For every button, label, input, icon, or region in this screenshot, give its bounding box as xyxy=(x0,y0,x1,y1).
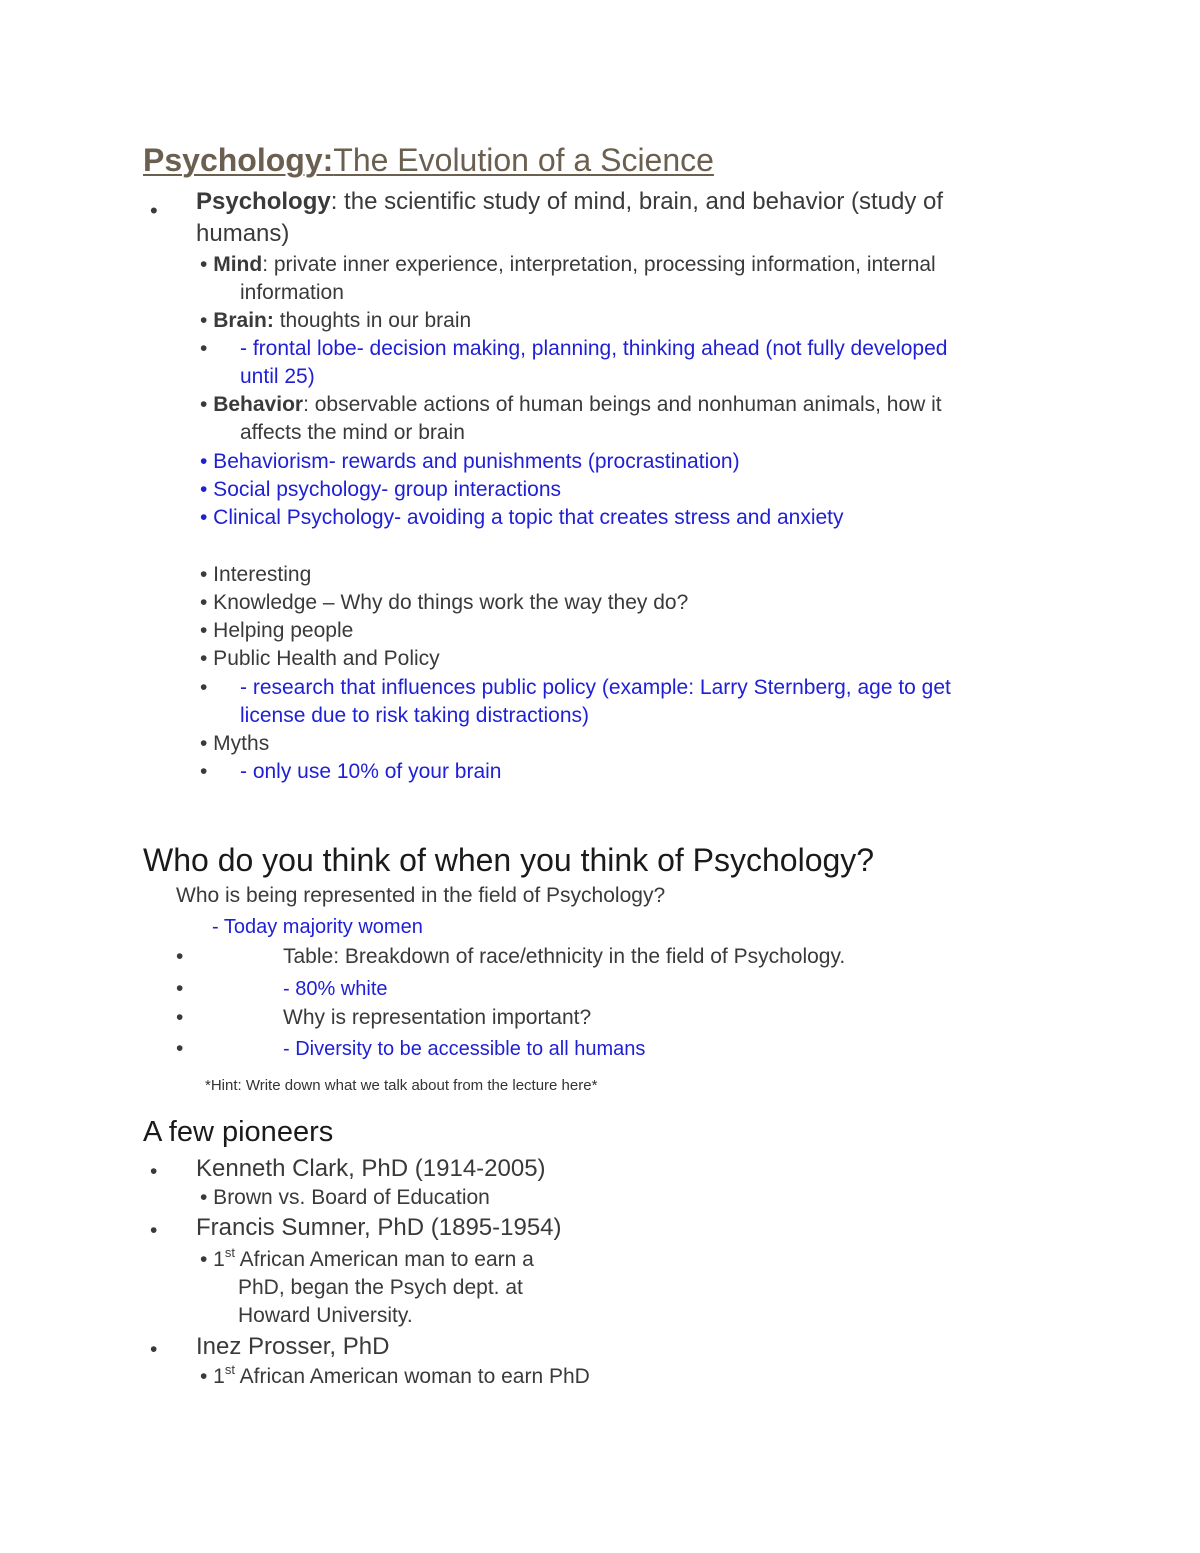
francis-sumner-note xyxy=(200,1245,534,1272)
bullet: • xyxy=(150,198,158,223)
inez-prosser-note-bullet: • 1 xyxy=(200,1365,225,1388)
frontal-lobe-note: - frontal lobe- decision making, planning, thinking ahead (not fully developed xyxy=(240,337,948,360)
behavior-text-cont: affects the mind or brain xyxy=(240,421,465,444)
psychology-definition-line2: humans) xyxy=(196,220,290,247)
ordinal-suffix: st xyxy=(224,1245,235,1260)
bullet: • xyxy=(200,309,208,332)
page-title xyxy=(143,142,714,179)
bullet: • xyxy=(176,977,184,1000)
bullet: • xyxy=(176,1037,184,1060)
clinical-psychology-note: • Clinical Psychology- avoiding a topic that creates stress and anxiety xyxy=(200,506,844,529)
majority-women-note: - Today majority women xyxy=(212,916,423,938)
bullet: • xyxy=(176,945,184,968)
francis-sumner-note-bullet: • 1 xyxy=(200,1248,225,1271)
bullet: • xyxy=(200,676,208,699)
behavior-point xyxy=(200,393,942,417)
title-bold-part: Psychology: xyxy=(143,142,334,178)
mind-text: : private inner experience, interpretation, processing information, internal xyxy=(262,253,936,276)
bullet: • xyxy=(200,393,208,416)
brain-point xyxy=(200,309,471,333)
mind-term: Mind xyxy=(213,253,263,276)
bullet: • xyxy=(176,1006,184,1029)
brain-term: Brain: xyxy=(213,309,274,332)
research-note: - research that influences public policy (example: Larry Sternberg, age to get xyxy=(240,676,951,699)
knowledge-point: • Knowledge – Why do things work the way they do? xyxy=(200,591,689,614)
inez-prosser-note xyxy=(200,1362,590,1389)
francis-sumner-note-text: African American man to earn a xyxy=(235,1248,534,1271)
helping-people-point: • Helping people xyxy=(200,619,354,642)
inez-prosser-note-text: African American woman to earn PhD xyxy=(235,1365,590,1388)
diversity-note: - Diversity to be accessible to all humans xyxy=(283,1038,646,1060)
bullet: • xyxy=(150,1160,158,1183)
inez-prosser-name: Inez Prosser, PhD xyxy=(196,1333,390,1360)
interesting-point: • Interesting xyxy=(200,563,312,586)
brain-text: thoughts in our brain xyxy=(273,309,472,332)
mind-text-cont: information xyxy=(240,281,344,304)
behavior-term: Behavior xyxy=(213,393,304,416)
behavior-text: : observable actions of human beings and nonhuman animals, how it xyxy=(303,393,942,416)
pioneers-heading: A few pioneers xyxy=(143,1116,334,1148)
francis-sumner-name: Francis Sumner, PhD (1895-1954) xyxy=(196,1214,562,1241)
public-health-point: • Public Health and Policy xyxy=(200,647,440,670)
francis-sumner-note-cont1: PhD, began the Psych dept. at xyxy=(238,1276,523,1299)
representation-question: Who is being represented in the field of Psychology? xyxy=(176,884,666,907)
research-note-cont: license due to risk taking distractions) xyxy=(240,704,589,727)
brain-myth-note: - only use 10% of your brain xyxy=(240,760,502,783)
myths-point: • Myths xyxy=(200,732,270,755)
race-ethnicity-table-note: Table: Breakdown of race/ethnicity in the field of Psychology. xyxy=(283,945,846,968)
mind-point xyxy=(200,253,936,277)
psychology-definition-line1 xyxy=(196,188,943,216)
francis-sumner-note-cont2: Howard University. xyxy=(238,1304,413,1327)
bullet: • xyxy=(150,1338,158,1361)
ordinal-suffix: st xyxy=(224,1362,235,1377)
bullet: • xyxy=(200,337,208,360)
bullet: • xyxy=(200,253,208,276)
title-rest-part: The Evolution of a Science xyxy=(333,142,714,178)
who-heading: Who do you think of when you think of Psychology? xyxy=(143,842,875,878)
representation-importance-question: Why is representation important? xyxy=(283,1006,592,1029)
bullet: • xyxy=(200,760,208,783)
psychology-term: Psychology xyxy=(196,188,331,215)
bullet: • xyxy=(150,1219,158,1242)
kenneth-clark-note: • Brown vs. Board of Education xyxy=(200,1186,490,1209)
kenneth-clark-name: Kenneth Clark, PhD (1914-2005) xyxy=(196,1155,546,1182)
psychology-definition-text: : the scientific study of mind, brain, and behavior (study of xyxy=(330,188,944,215)
white-percentage-note: - 80% white xyxy=(283,978,388,1000)
frontal-lobe-note-cont: until 25) xyxy=(240,365,315,388)
behaviorism-note: • Behaviorism- rewards and punishments (procrastination) xyxy=(200,450,740,473)
social-psychology-note: • Social psychology- group interactions xyxy=(200,478,562,501)
lecture-hint: *Hint: Write down what we talk about from the lecture here* xyxy=(205,1077,598,1094)
